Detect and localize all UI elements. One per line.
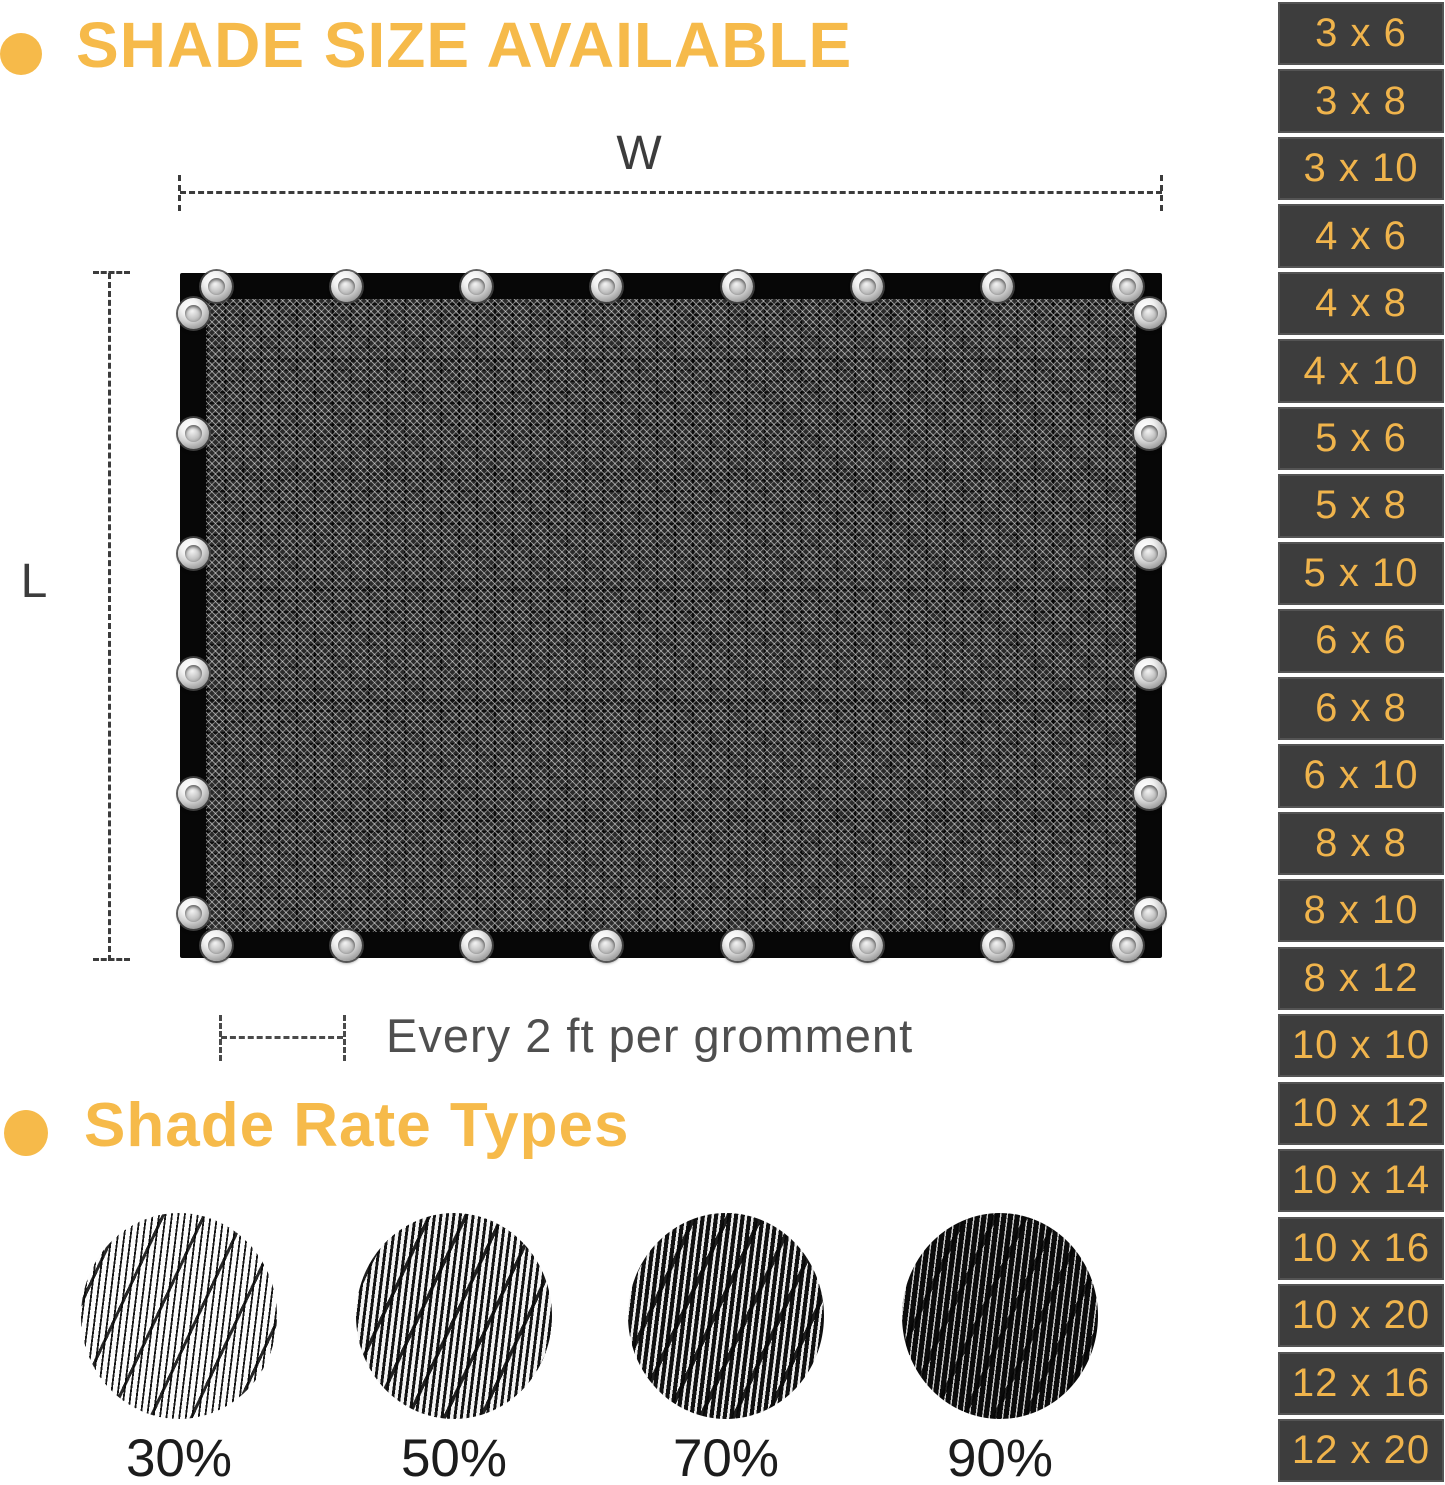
size-badge: [1278, 204, 1444, 267]
grommet-icon: [461, 930, 492, 961]
grommet-icon: [1134, 538, 1165, 569]
shade-rate-swatch-90: [902, 1213, 1098, 1419]
size-badge: [1278, 1419, 1444, 1482]
width-dimension-label: W: [616, 127, 662, 180]
grommet-spacing-note: Every 2 ft per gromment: [386, 1009, 914, 1062]
size-label: 10 x 10: [1291, 1023, 1431, 1068]
size-badge: [1278, 1284, 1444, 1347]
width-dimension-tick-right: [1160, 175, 1163, 211]
size-label: 4 x 6: [1315, 213, 1407, 258]
size-badge: [1278, 1014, 1444, 1077]
shade-rate-label: 30%: [125, 1429, 233, 1485]
size-badge: [1278, 609, 1444, 672]
grommet-icon: [1134, 778, 1165, 809]
size-label: 6 x 6: [1315, 618, 1407, 663]
size-badge: [1278, 947, 1444, 1010]
grommet-icon: [1112, 930, 1143, 961]
grommet-icon: [722, 930, 753, 961]
mesh-texture: [206, 299, 1136, 932]
grommet-icon: [331, 930, 362, 961]
length-dimension-line: [108, 273, 111, 961]
shade-rate-label: 50%: [400, 1429, 508, 1485]
size-label: 3 x 10: [1303, 146, 1419, 191]
grommet-icon: [722, 271, 753, 302]
size-label: 4 x 8: [1315, 281, 1407, 326]
grommet-icon: [178, 538, 209, 569]
shade-rate-swatch-30: [81, 1213, 277, 1419]
grommet-icon: [852, 930, 883, 961]
shade-rate-label: 70%: [672, 1429, 780, 1485]
grommet-icon: [982, 930, 1013, 961]
grommet-icon: [852, 271, 883, 302]
size-badge: [1278, 407, 1444, 470]
size-label: 5 x 10: [1303, 550, 1419, 595]
size-badge: [1278, 1149, 1444, 1212]
size-label: 10 x 20: [1291, 1293, 1431, 1338]
size-badge: [1278, 542, 1444, 605]
size-badge: [1278, 474, 1444, 537]
shade-rate-label: 90%: [946, 1429, 1054, 1485]
grommet-icon: [982, 271, 1013, 302]
size-label: 8 x 10: [1303, 888, 1419, 933]
shade-rate-swatch-50: [356, 1213, 552, 1419]
grommet-icon: [461, 271, 492, 302]
size-badge: [1278, 272, 1444, 335]
length-dimension-tick-bottom: [93, 958, 130, 961]
grommet-icon: [591, 930, 622, 961]
grommet-icon: [201, 271, 232, 302]
size-badge: [1278, 339, 1444, 402]
size-badge: [1278, 137, 1444, 200]
size-label: 4 x 10: [1303, 348, 1419, 393]
section-title: Shade Rate Types: [84, 1091, 630, 1160]
size-label: 8 x 12: [1303, 955, 1419, 1000]
grommet-icon: [178, 898, 209, 929]
size-label: 10 x 14: [1291, 1158, 1431, 1203]
grommet-icon: [178, 658, 209, 689]
bullet-icon: [4, 1110, 48, 1156]
size-badge: [1278, 1082, 1444, 1145]
size-label: 5 x 6: [1315, 416, 1407, 460]
size-badge: [1278, 744, 1444, 807]
size-badge: [1278, 2, 1444, 65]
size-badge: [1278, 879, 1444, 942]
grommet-icon: [1134, 298, 1165, 329]
grommet-icon: [331, 271, 362, 302]
grommet-icon: [1134, 898, 1165, 929]
size-list: [1278, 2, 1444, 1482]
grommet-spacing-line: [221, 1036, 343, 1039]
size-badge: [1278, 1217, 1444, 1280]
size-label: 3 x 6: [1315, 11, 1407, 56]
grommet-icon: [1134, 658, 1165, 689]
grommet-icon: [1134, 418, 1165, 449]
width-dimension-tick-left: [178, 175, 181, 211]
grommet-icon: [178, 778, 209, 809]
size-label: 8 x 8: [1315, 820, 1407, 865]
size-label: 10 x 16: [1291, 1225, 1431, 1270]
grommet-icon: [178, 418, 209, 449]
shade-rate-swatch-70: [628, 1213, 824, 1419]
size-label: 3 x 8: [1315, 78, 1407, 123]
bullet-icon: [0, 33, 42, 75]
size-label: 10 x 12: [1291, 1090, 1431, 1135]
size-badge: [1278, 677, 1444, 740]
grommet-icon: [1112, 271, 1143, 302]
size-label: 5 x 8: [1315, 483, 1407, 528]
length-dimension-label: L: [20, 555, 48, 608]
size-badge: [1278, 69, 1444, 132]
size-label: 6 x 10: [1303, 753, 1419, 798]
size-label: 12 x 20: [1291, 1428, 1431, 1473]
grommet-spacing-tick-right: [343, 1015, 346, 1061]
grommet-icon: [178, 298, 209, 329]
size-label: 12 x 16: [1291, 1360, 1431, 1405]
size-badge: [1278, 812, 1444, 875]
size-badge: [1278, 1352, 1444, 1415]
grommet-icon: [591, 271, 622, 302]
shade-net-illustration: [180, 273, 1162, 958]
grommet-icon: [201, 930, 232, 961]
width-dimension-line: [180, 191, 1162, 194]
size-label: 6 x 8: [1315, 685, 1407, 730]
length-dimension-tick-top: [93, 271, 130, 274]
page-title: SHADE SIZE AVAILABLE: [76, 9, 853, 81]
